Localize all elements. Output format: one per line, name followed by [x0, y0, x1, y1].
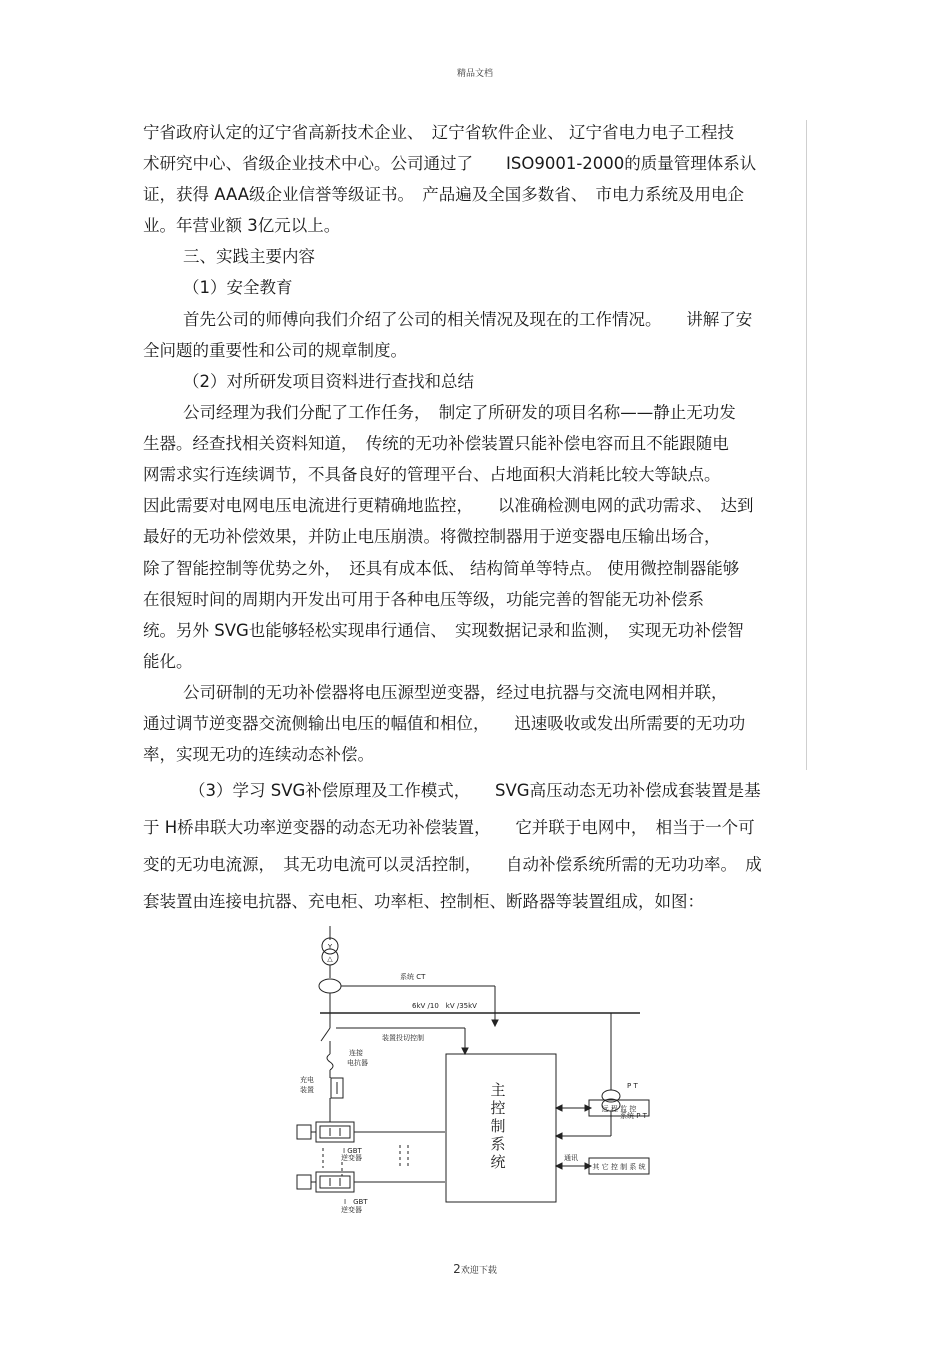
body-line: 证，获得 AAA级企业信誉等级证书。 产品遍及全国多数省、 市电力系统及用电企 — [143, 185, 745, 204]
igbt2-inner-box — [320, 1176, 350, 1188]
igbt1-inner-box — [320, 1126, 350, 1138]
transformer-delta-label: △ — [327, 955, 333, 963]
comm-label: 通讯 — [564, 1154, 578, 1162]
body-line: 统。另外 SVG也能够轻松实现串行通信、 实现数据记录和监测， 实现无功补偿智 — [143, 621, 744, 640]
igbt2-side-box — [297, 1175, 311, 1189]
body-line: 除了智能控制等优势之外， 还具有成本低、 结构简单等特点。 使用微控制器能够 — [143, 559, 740, 578]
body-line: 首先公司的师傅向我们介绍了公司的相关情况及现在的工作情况。 讲解了安 — [183, 310, 753, 329]
body-line: 术研究中心、省级企业技术中心。公司通过了 ISO9001-2000的质量管理体系认 — [143, 154, 757, 173]
reactor-label-line2: 电抗器 — [347, 1059, 368, 1067]
section-heading: 三、实践主要内容 — [183, 247, 315, 266]
body-line: 公司经理为我们分配了工作任务， 制定了所研发的项目名称——静止无功发 — [183, 403, 736, 422]
body-line: 通过调节逆变器交流侧输出电压的幅值和相位， 迅速吸收或发出所需要的无功功 — [143, 714, 746, 733]
disconnect-switch — [321, 1028, 330, 1041]
reactor-label-line1: 连接 — [349, 1049, 363, 1057]
other-control-label: 其 它 控 制 系 统 — [592, 1163, 646, 1171]
arrowhead — [585, 1163, 591, 1169]
main-controller-label: 统 — [490, 1153, 506, 1171]
reactor-symbol — [327, 1054, 333, 1070]
body-line: 于 H桥串联大功率逆变器的动态无功补偿装置， 它并联于电网中， 相当于一个可 — [143, 818, 755, 837]
transformer-y-label: Y — [327, 943, 333, 951]
system-ct-label: 系统 CT — [400, 973, 426, 981]
pt-label: P T — [627, 1082, 638, 1090]
body-line: 宁省政府认定的辽宁省高新技术企业、 辽宁省软件企业、 辽宁省电力电子工程技 — [143, 123, 734, 142]
body-line: 生器。经查找相关资料知道， 传统的无功补偿装置只能补偿电容而且不能跟随电 — [143, 434, 729, 453]
bus-voltage-label: 6kV /10 kV /35kV — [412, 1002, 477, 1010]
main-controller-label: 控 — [490, 1099, 506, 1117]
switch-control-label: 装置投切控制 — [382, 1034, 424, 1042]
body-line: 能化。 — [143, 652, 193, 671]
body-line: 业。年营业额 3亿元以上。 — [143, 216, 341, 235]
arrowhead — [556, 1133, 562, 1139]
subsection-heading: （2）对所研发项目资料进行查找和总结 — [183, 372, 474, 391]
remote-monitor-label: 远 程 监 控 — [601, 1105, 637, 1113]
main-controller-label: 主 — [490, 1081, 506, 1099]
subsection-heading: （1）安全教育 — [183, 278, 293, 297]
system-pt-label: 系统 P T — [620, 1112, 647, 1120]
arrowhead — [462, 1048, 468, 1054]
igbt1-side-box — [297, 1125, 311, 1139]
body-line: 在很短时间的周期内开发出可用于各种电压等级，功能完善的智能无功补偿系 — [143, 590, 704, 609]
ct-symbol — [319, 979, 341, 993]
charge-label-line2: 装置 — [300, 1086, 314, 1094]
page-header: 精品文档 — [456, 69, 493, 79]
body-line: 最好的无功补偿效果，并防止电压崩溃。将微控制器用于逆变器电压输出场合， — [143, 527, 721, 546]
igbt2-label-line1: I GBT — [344, 1198, 368, 1206]
arrowhead — [556, 1105, 562, 1111]
body-line: 网需求实行连续调节，不具备良好的管理平台、占地面积大消耗比较大等缺点。 — [143, 465, 721, 484]
arrowhead — [556, 1163, 562, 1169]
main-controller-label: 系 — [490, 1135, 506, 1153]
charge-label-line1: 充电 — [300, 1076, 314, 1084]
main-controller-label: 制 — [490, 1117, 506, 1135]
igbt1-label-line2: 逆变器 — [341, 1154, 362, 1162]
igbt2-outer-box — [316, 1172, 354, 1192]
body-line: 率，实现无功的连续动态补偿。 — [143, 745, 374, 764]
igbt1-outer-box — [316, 1122, 354, 1142]
body-line: 公司研制的无功补偿器将电压源型逆变器，经过电抗器与交流电网相并联， — [183, 683, 728, 702]
arrowhead — [492, 1020, 498, 1026]
body-line: 因此需要对电网电压电流进行更精确地监控， 以准确检测电网的武功需求、 达到 — [143, 496, 754, 515]
igbt2-label-line2: 逆变器 — [341, 1206, 362, 1214]
arrowhead — [585, 1105, 591, 1111]
footer-text: 欢迎下载 — [460, 1266, 497, 1276]
page-footer — [0, 1262, 950, 1276]
body-line: 全问题的重要性和公司的规章制度。 — [143, 341, 407, 360]
page-number: 2 — [453, 1262, 461, 1276]
body-line: 套装置由连接电抗器、充电柜、功率柜、控制柜、断路器等装置组成，如图： — [143, 892, 704, 911]
body-line: 变的无功电流源， 其无功电流可以灵活控制， 自动补偿系统所需的无功功率。 成 — [143, 855, 762, 874]
subsection-heading: （3）学习 SVG补偿原理及工作模式， SVG高压动态无功补偿成套装置是基 — [189, 781, 761, 800]
igbt1-label-line1: I GBT — [343, 1147, 362, 1155]
